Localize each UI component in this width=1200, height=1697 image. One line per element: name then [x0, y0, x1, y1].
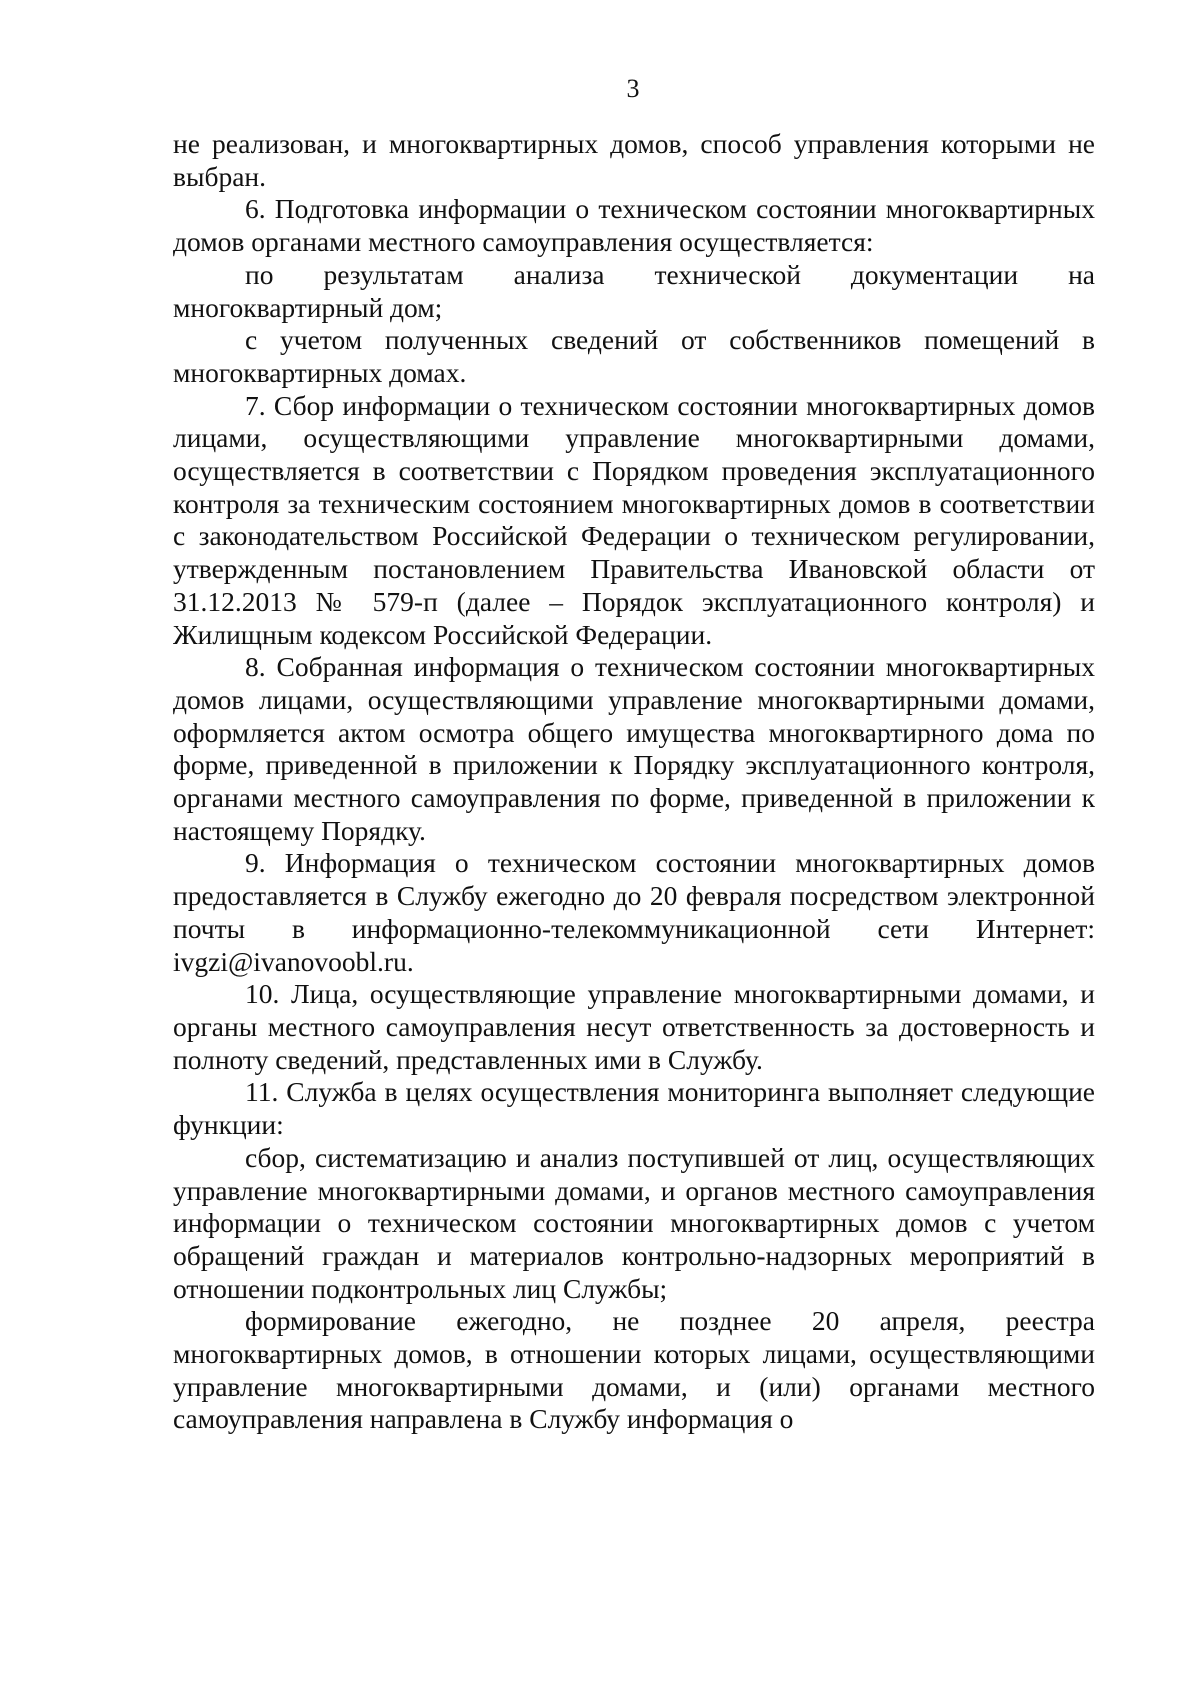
paragraph-item-7: 7. Сбор информации о техническом состоянии многоквартирных домов лицами, осуществляющими управление многоквартирными домами, осуществляется в соответствии с Порядком проведения эксплуатационного контроля за техническим состоянием многоквартирных домов в соответствии с законодательством Российской Федерации о техническом регулировании, утвержденным постановлением Правительства Ивановской области от 31.12.2013 № 579-п (далее – Порядок эксплуатационного контроля) и Жилищным кодексом Российской Федерации. — [173, 389, 1095, 650]
paragraph-item-6-bullet-2: с учетом полученных сведений от собственников помещений в многоквартирных домах. — [173, 324, 1095, 388]
document-body — [173, 128, 1095, 1436]
paragraph-item-6: 6. Подготовка информации о техническом состоянии многоквартирных домов органами местного самоуправления осуществляется: — [173, 193, 1095, 258]
paragraph-item-9: 9. Информация о техническом состоянии многоквартирных домов предоставляется в Службу ежегодно до 20 февраля посредством электронной почты в информационно-телекоммуникационной сети Интернет: ivgzi@ivanovoobl.ru. — [173, 847, 1095, 977]
paragraph-item-8: 8. Собранная информация о техническом состоянии многоквартирных домов лицами, осуществляющими управление многоквартирными домами, оформляется актом осмотра общего имущества многоквартирного дома по форме, приведенной в приложении к Порядку эксплуатационного контроля, органами местного самоуправления по форме, приведенной в приложении к настоящему Порядку. — [173, 651, 1095, 846]
page-number: 3 — [626, 74, 640, 103]
paragraph-item-6-bullet-1: по результатам анализа технической документации на многоквартирный дом; — [173, 258, 1095, 323]
paragraph-item-11-function-2: формирование ежегодно, не позднее 20 апреля, реестра многоквартирных домов, в отношении которых лицами, осуществляющими управление многоквартирными домами, и (или) органами местного самоуправления направлена в Службу информация о — [173, 1305, 1095, 1435]
paragraph-item-11-function-1: сбор, систематизацию и анализ поступившей от лиц, осуществляющих управление многоквартирными домами, и органов местного самоуправления информации о техническом состоянии многоквартирных домов с учетом обращений граждан и материалов контрольно-надзорных мероприятий в отношении подконтрольных лиц Службы; — [173, 1141, 1095, 1304]
paragraph-item-11: 11. Служба в целях осуществления мониторинга выполняет следующие функции: — [173, 1076, 1095, 1141]
paragraph-continuation: не реализован, и многоквартирных домов, способ управления которыми не выбран. — [173, 128, 1095, 192]
paragraph-item-10: 10. Лица, осуществляющие управление многоквартирными домами, и органы местного самоуправления несут ответственность за достоверность и полноту сведений, представленных ими в Службу. — [173, 978, 1095, 1075]
